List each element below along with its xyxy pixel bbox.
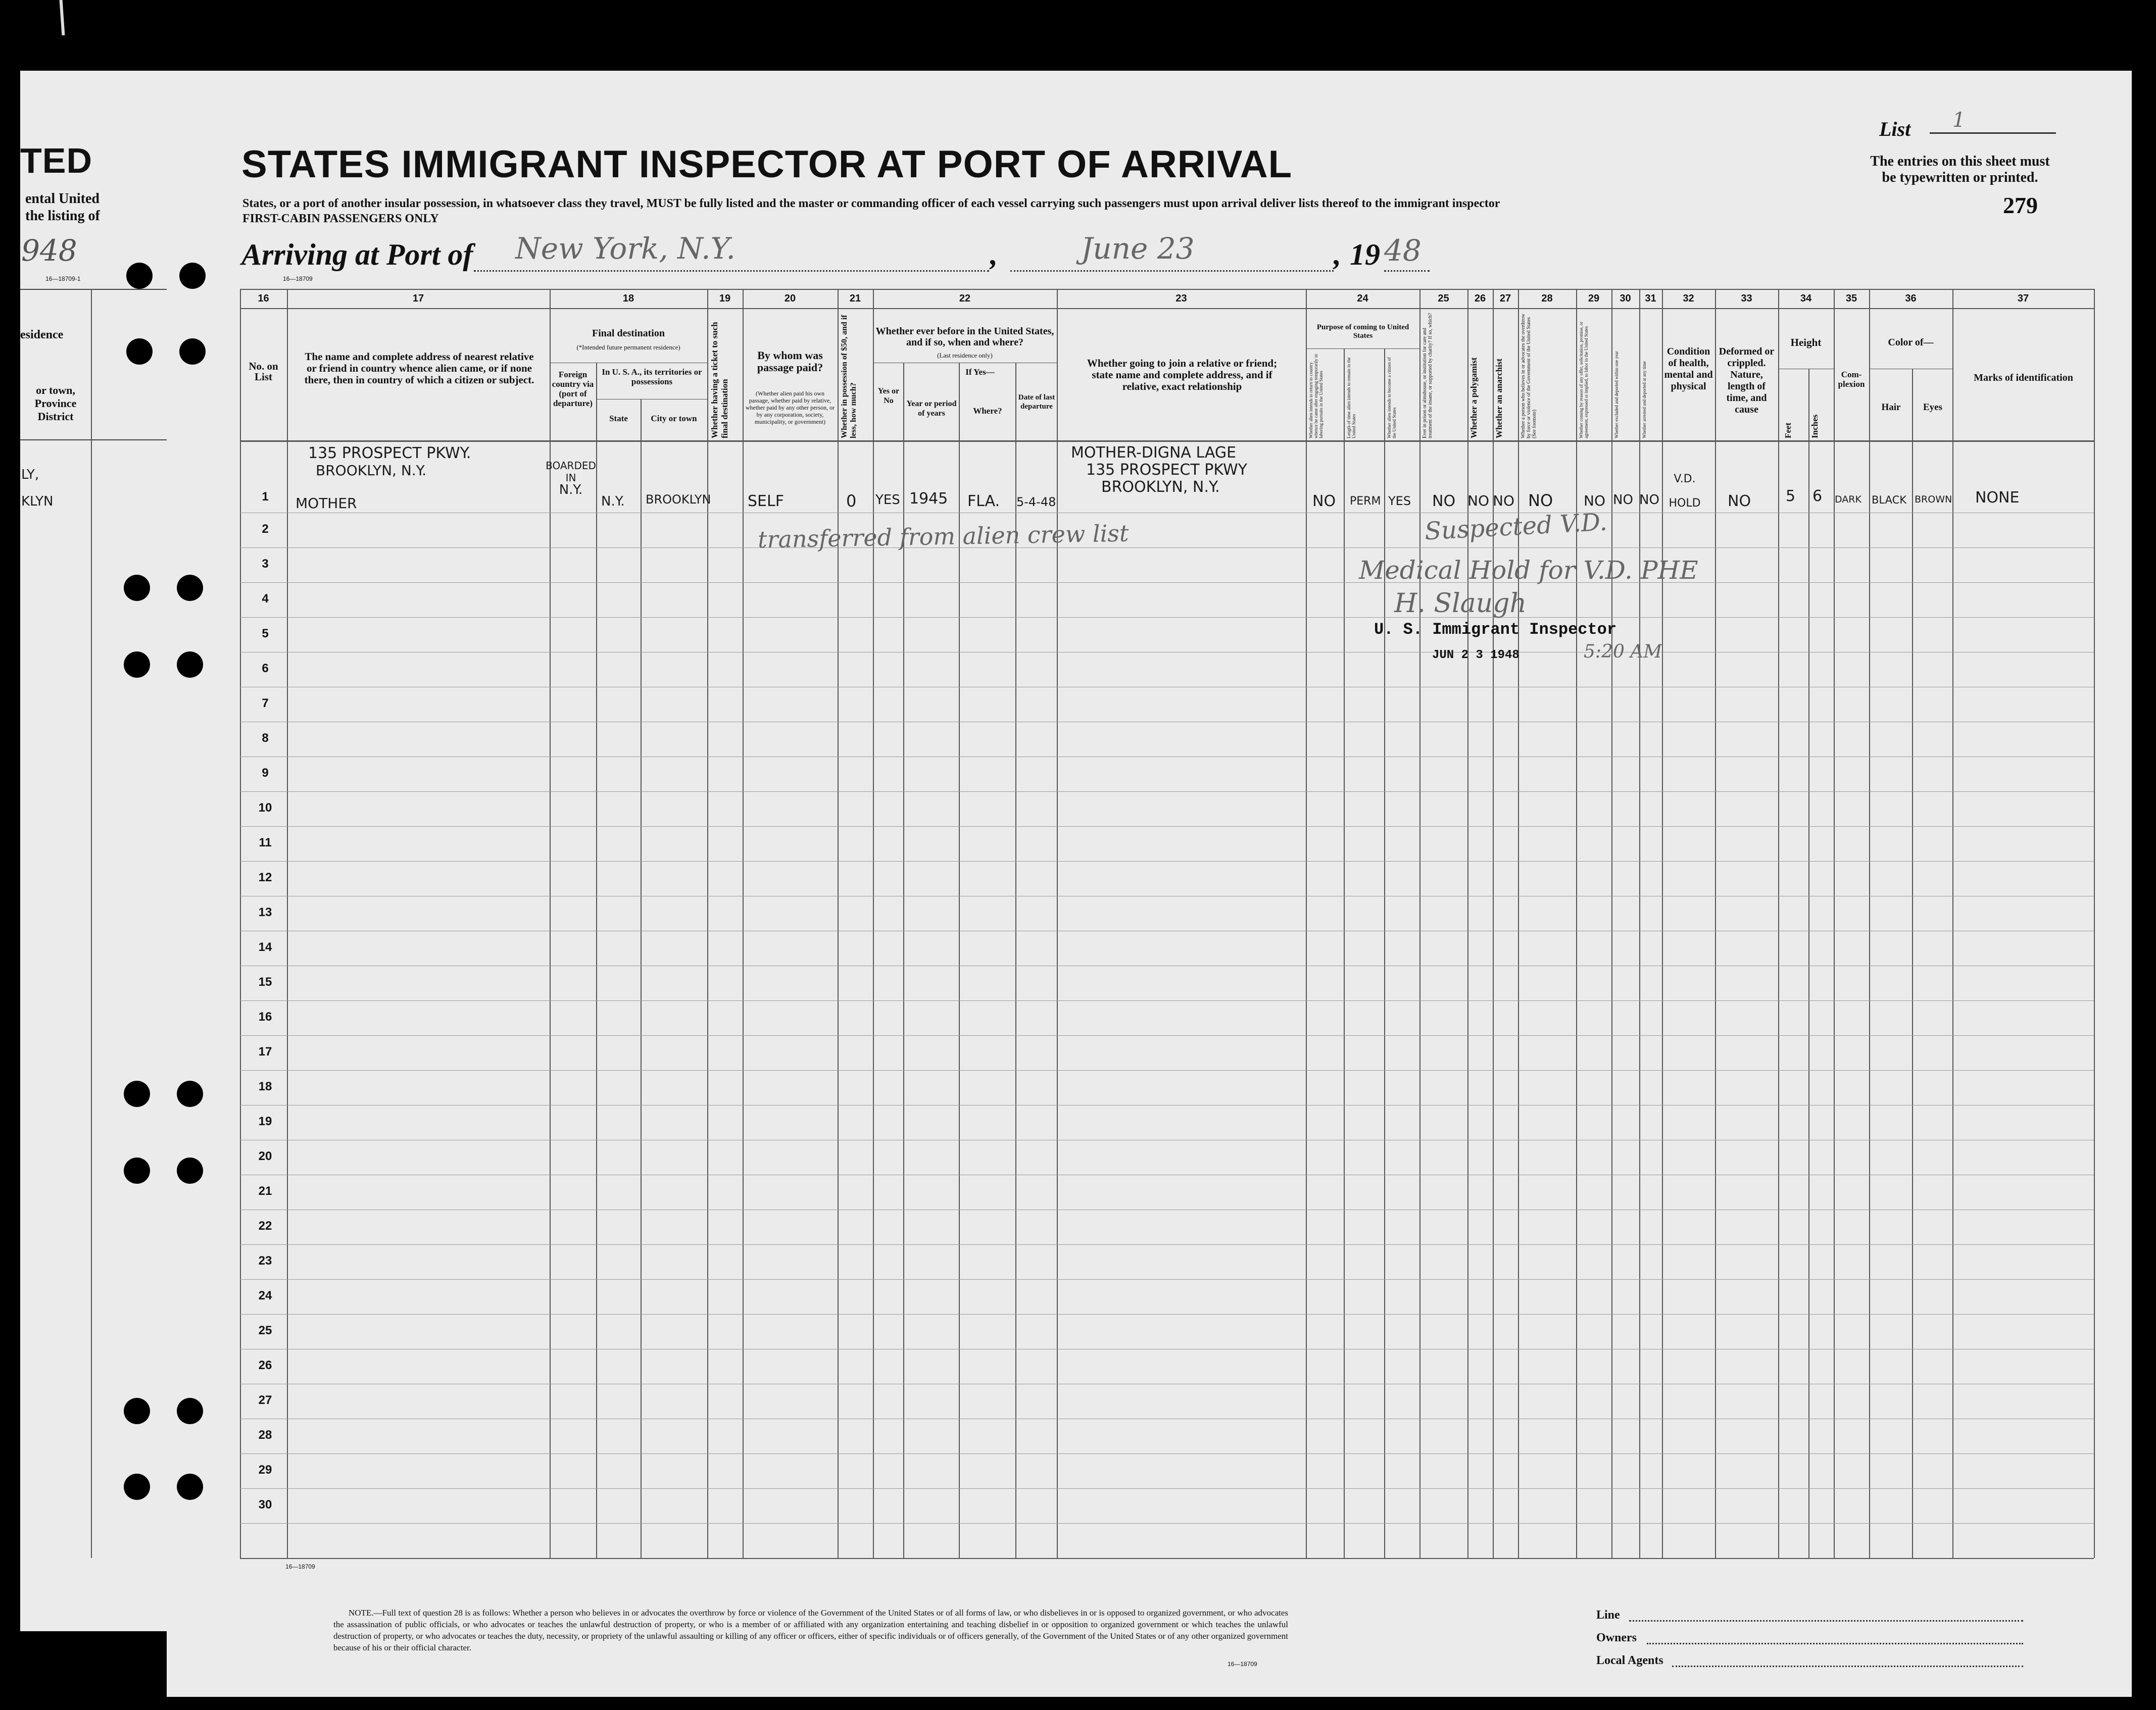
suspected-note: Suspected V.D. bbox=[1424, 508, 1608, 546]
col24-title: Purpose of coming to United States bbox=[1316, 323, 1409, 340]
col-number: 19 bbox=[719, 293, 731, 304]
col36-title: Color of— bbox=[1888, 337, 1934, 348]
punch-hole bbox=[124, 1158, 150, 1184]
col-rule bbox=[707, 289, 708, 1558]
col-number: 21 bbox=[849, 293, 861, 304]
sheet-number: 279 bbox=[2003, 192, 2038, 218]
entry-c24-b: PERM bbox=[1350, 495, 1381, 508]
punch-hole bbox=[124, 1081, 150, 1107]
table-header-rule bbox=[240, 440, 2094, 442]
col-rule bbox=[1384, 348, 1385, 1558]
row-number: 25 bbox=[258, 1324, 272, 1337]
entry-c36-eyes: BROWN bbox=[1915, 494, 1952, 505]
entry-c17-address-2: BROOKLYN, N.Y. bbox=[316, 462, 427, 479]
col18-title: Final destination bbox=[592, 328, 665, 339]
col-rule bbox=[873, 289, 874, 1558]
col-rule bbox=[596, 363, 597, 1558]
row-number: 9 bbox=[262, 766, 269, 780]
entry-c18-foreign-line: BOARDED bbox=[546, 460, 596, 472]
col37-header: Marks of identification bbox=[1974, 372, 2073, 383]
footer-code-bottom: 16—18709 bbox=[1228, 1661, 1257, 1668]
table-bottom-rule bbox=[240, 1558, 2094, 1559]
col18-note: (*Intended future permanent residence) bbox=[576, 343, 680, 351]
punch-hole bbox=[124, 651, 150, 678]
row-number: 19 bbox=[258, 1115, 272, 1128]
port-field-line bbox=[474, 270, 989, 272]
left-line-1: ental United bbox=[25, 191, 100, 207]
col-rule bbox=[1834, 289, 1835, 1558]
entry-c18-foreign-line: N.Y. bbox=[559, 482, 583, 497]
row-number: 12 bbox=[258, 871, 272, 884]
col34-inches: Inches bbox=[1810, 414, 1820, 438]
col35-header: Com-plexion bbox=[1838, 370, 1865, 389]
col22-title: Whether ever before in the United States, and if so, when and where? bbox=[875, 326, 1054, 348]
scan-border bbox=[0, 0, 20, 1710]
col17-header: The name and complete address of nearest relative or friend in country whence alien came, or if none there, then in country of which a citizen or subject. bbox=[304, 350, 534, 386]
entry-c20: SELF bbox=[748, 492, 784, 510]
entry-c34-feet: 5 bbox=[1786, 487, 1796, 505]
row-number: 10 bbox=[258, 801, 272, 815]
entry-c33: NO bbox=[1728, 492, 1751, 510]
subhead-rule bbox=[1306, 348, 1419, 349]
col22-note: (Last residence only) bbox=[937, 351, 993, 359]
entry-c22-yesno: YES bbox=[875, 492, 900, 508]
entry-c32-line: HOLD bbox=[1669, 497, 1701, 510]
row-number: 29 bbox=[258, 1463, 272, 1477]
row-rule bbox=[240, 1488, 2094, 1489]
medical-hold-note: Medical Hold for V.D. PHE bbox=[1359, 556, 1698, 585]
entry-c37: NONE bbox=[1975, 489, 2020, 507]
col32-header: Condition of health, mental and physical bbox=[1664, 346, 1713, 392]
paper-strip bbox=[60, 0, 65, 35]
row-number: 27 bbox=[258, 1393, 272, 1407]
col-number: 32 bbox=[1683, 293, 1694, 304]
col-rule bbox=[1344, 348, 1345, 1558]
col-rule bbox=[1869, 289, 1870, 1558]
col31-header: Whether arrested and deported at any time bbox=[1642, 361, 1647, 438]
col-rule bbox=[1518, 289, 1519, 1558]
col-rule bbox=[1467, 289, 1468, 1558]
row-rule bbox=[240, 1453, 2094, 1454]
col25-header: Ever in prison or almshouse, or institution for care and treatment of the insane, or supported by charity? If so, which? bbox=[1422, 313, 1433, 438]
entry-c17-address-1: 135 PROSPECT PKWY. bbox=[308, 444, 471, 462]
row-number: 1 bbox=[262, 490, 269, 504]
col-rule bbox=[1493, 289, 1494, 1558]
entry-c34-inches: 6 bbox=[1812, 487, 1823, 505]
row-rule bbox=[240, 826, 2094, 827]
row-number: 17 bbox=[258, 1045, 272, 1059]
subtitle: States, or a port of another insular possession, in whatsoever class they travel, MUST be fully listed and the master or commanding officer of each vessel carrying such passengers must upon arrival deliver lists thereof to the immigrant inspector bbox=[242, 197, 1500, 210]
col-number: 33 bbox=[1741, 293, 1752, 304]
entry-c23-line: 135 PROSPECT PKWY bbox=[1086, 461, 1247, 479]
left-row1-hand-2: KLYN bbox=[21, 494, 54, 509]
entry-c29: NO bbox=[1584, 492, 1605, 509]
table-top-rule bbox=[240, 289, 2094, 290]
footer-code-top: 16—18709 bbox=[285, 1563, 315, 1570]
entry-c23-line: MOTHER-DIGNA LAGE bbox=[1071, 444, 1237, 462]
col22-date: Date of last departure bbox=[1018, 393, 1055, 411]
left-residence-line: or town, bbox=[36, 384, 75, 396]
row-rule bbox=[240, 1244, 2094, 1245]
punch-hole bbox=[124, 1398, 150, 1424]
left-code: 16—18709-1 bbox=[45, 275, 81, 282]
port-value: New York, N.Y. bbox=[515, 231, 736, 266]
col-number: 16 bbox=[258, 293, 269, 304]
col30-header: Whether excluded and deported within one year bbox=[1614, 351, 1619, 438]
col20-header: By whom was passage paid? bbox=[757, 349, 823, 374]
col29-header: Whether coming by reason of any offer, solicitation, promise, or agreement, expressed or implied, to labor in the United States bbox=[1579, 321, 1589, 438]
punch-hole bbox=[177, 575, 203, 601]
col-rule bbox=[1715, 289, 1716, 1558]
list-label: List bbox=[1879, 118, 1911, 140]
col-number: 30 bbox=[1620, 293, 1631, 304]
line-label: Line bbox=[1596, 1608, 1620, 1622]
col-number: 37 bbox=[2017, 293, 2029, 304]
col33-header: Deformed or crippled. Nature, length of time, and cause bbox=[1719, 346, 1775, 415]
col-number: 28 bbox=[1541, 293, 1553, 304]
left-rule-header bbox=[20, 439, 167, 440]
row-rule bbox=[240, 1314, 2094, 1315]
row-rule bbox=[240, 547, 2094, 548]
owners-label: Owners bbox=[1596, 1631, 1637, 1644]
col-rule bbox=[743, 289, 744, 1558]
col21-header: Whether in possession of $50, and if less, how much? bbox=[840, 315, 858, 438]
col26-header: Whether a polygamist bbox=[1469, 357, 1479, 438]
entry-c18-foreign bbox=[546, 460, 596, 496]
punch-hole bbox=[179, 263, 206, 289]
entry-c18-state: N.Y. bbox=[601, 494, 625, 509]
entry-c21: 0 bbox=[846, 491, 857, 511]
col-number: 35 bbox=[1845, 293, 1857, 304]
row-number: 28 bbox=[258, 1428, 272, 1442]
row-number: 15 bbox=[258, 975, 272, 989]
list-number: 1 bbox=[1952, 109, 1966, 132]
comma: , bbox=[1334, 238, 1341, 271]
col-rule bbox=[838, 289, 839, 1558]
col-number: 20 bbox=[784, 293, 796, 304]
entry-c17-relation: MOTHER bbox=[296, 495, 357, 512]
row-number: 2 bbox=[262, 522, 269, 536]
year-suffix: 48 bbox=[1384, 233, 1422, 268]
row-number: 11 bbox=[259, 836, 272, 849]
entry-c24-c: YES bbox=[1388, 494, 1411, 508]
punch-hole bbox=[177, 651, 203, 678]
main-page bbox=[167, 71, 2132, 1697]
row-number: 24 bbox=[258, 1289, 272, 1302]
entry-c28: NO bbox=[1528, 491, 1553, 510]
entry-c18-foreign-line: IN bbox=[565, 472, 576, 484]
arriving-label: Arriving at Port of bbox=[241, 238, 473, 271]
row-number: 26 bbox=[258, 1359, 272, 1372]
col18-usa: In U. S. A., its territories or possessions bbox=[602, 367, 702, 386]
year-field-line bbox=[1384, 270, 1430, 272]
entry-c22-date: 5-4-48 bbox=[1016, 495, 1056, 509]
left-page-fragment bbox=[20, 71, 167, 1631]
instructions-note bbox=[1831, 154, 2089, 186]
col-number: 24 bbox=[1357, 293, 1368, 304]
row-rule bbox=[240, 1035, 2094, 1036]
table-colnum-rule bbox=[240, 308, 2094, 309]
col-rule bbox=[1576, 289, 1577, 1558]
entry-c26: NO bbox=[1467, 492, 1489, 509]
col-rule bbox=[1952, 289, 1953, 1558]
left-rule-top bbox=[20, 289, 167, 290]
date-field-line bbox=[1010, 270, 1334, 272]
row-rule bbox=[240, 617, 2094, 618]
col16-header: No. on List bbox=[249, 360, 278, 383]
col-rule bbox=[1778, 289, 1779, 1558]
row-number: 3 bbox=[262, 557, 269, 571]
col-rule bbox=[1611, 289, 1612, 1558]
owners-field bbox=[1647, 1643, 2023, 1644]
page-title: STATES IMMIGRANT INSPECTOR AT PORT OF ARRIVAL bbox=[241, 143, 1293, 186]
date-value: June 23 bbox=[1081, 231, 1195, 266]
line-field bbox=[1629, 1620, 2023, 1622]
punch-hole bbox=[177, 1474, 203, 1500]
col18-city: City or town bbox=[651, 414, 697, 423]
col-rule bbox=[1057, 289, 1058, 1558]
col18-state: State bbox=[609, 414, 628, 423]
col18-foreign: Foreign country via (port of departure) bbox=[552, 370, 594, 408]
punch-hole bbox=[124, 1474, 150, 1500]
col-number: 25 bbox=[1438, 293, 1449, 304]
col-number: 34 bbox=[1800, 293, 1812, 304]
col-rule bbox=[2094, 289, 2095, 1558]
col24-a-header: Whether alien intends to return to country whence he came after engaging temporarily in laboring pursuits in the United States bbox=[1308, 354, 1324, 438]
col36-eyes: Eyes bbox=[1923, 402, 1942, 413]
col27-header: Whether an anarchist bbox=[1494, 358, 1504, 438]
row-rule bbox=[240, 791, 2094, 792]
row-number: 16 bbox=[258, 1010, 272, 1024]
year-prefix: 19 bbox=[1350, 238, 1380, 271]
col-number: 22 bbox=[959, 293, 971, 304]
row-number: 5 bbox=[262, 627, 269, 640]
left-title-fragment: TED bbox=[20, 141, 92, 180]
left-residence-label: esidence bbox=[20, 328, 64, 341]
form-code: 16—18709 bbox=[283, 275, 313, 282]
row-number: 30 bbox=[258, 1498, 272, 1512]
row-number: 4 bbox=[262, 592, 269, 606]
col22-where: Where? bbox=[973, 406, 1002, 416]
left-year-prefix: 948 bbox=[21, 233, 77, 268]
instructions-line: The entries on this sheet must bbox=[1870, 154, 2050, 169]
transferred-note: transferred from alien crew list bbox=[757, 519, 1129, 554]
punch-hole bbox=[179, 338, 206, 365]
left-rule-vertical bbox=[91, 289, 92, 1558]
entry-c25: NO bbox=[1432, 492, 1456, 510]
entry-c22-year: 1945 bbox=[909, 490, 948, 508]
row-number: 22 bbox=[258, 1219, 272, 1233]
left-residence-line: District bbox=[37, 410, 74, 423]
subtitle-first-cabin: FIRST-CABIN PASSENGERS ONLY bbox=[242, 212, 439, 225]
entry-c32-line: V.D. bbox=[1674, 473, 1696, 485]
col34-feet: Feet bbox=[1783, 422, 1793, 438]
col22-year: Year or period of years bbox=[906, 399, 957, 418]
agents-label: Local Agents bbox=[1596, 1654, 1663, 1667]
col-number: 31 bbox=[1645, 293, 1656, 304]
punch-hole bbox=[177, 1081, 203, 1107]
col-rule bbox=[1639, 289, 1640, 1558]
row-number: 8 bbox=[262, 731, 269, 745]
entry-c27: NO bbox=[1493, 492, 1514, 509]
time-note: 5:20 AM bbox=[1584, 641, 1662, 662]
row-number: 23 bbox=[258, 1254, 272, 1268]
entry-c35: DARK bbox=[1835, 494, 1861, 505]
col23-header: Whether going to join a relative or friend; state name and complete address, and if relative, exact relationship bbox=[1087, 357, 1278, 392]
entry-c30: NO bbox=[1613, 492, 1633, 508]
row-rule bbox=[240, 861, 2094, 862]
entry-c36-hair: BLACK bbox=[1872, 494, 1907, 506]
inspector-stamp-date: JUN 2 3 1948 bbox=[1432, 648, 1520, 662]
row-number: 21 bbox=[258, 1184, 272, 1198]
entry-c23 bbox=[1071, 444, 1247, 496]
row-number: 14 bbox=[258, 940, 272, 954]
col-number: 23 bbox=[1175, 293, 1187, 304]
col-number: 18 bbox=[622, 293, 634, 304]
agents-field bbox=[1672, 1666, 2023, 1667]
col20-note: (Whether alien paid his own passage, whether paid by relative, whether paid by any other person, or by any corporation, society, municipality, or government) bbox=[745, 390, 835, 425]
instructions-line: be typewritten or printed. bbox=[1882, 170, 2038, 185]
col-number: 36 bbox=[1905, 293, 1917, 304]
row-number: 20 bbox=[258, 1149, 272, 1163]
col28-header: Whether a person who believes in or advocates the overthrow by force or violence of the Government of the United States (See footnote) bbox=[1521, 314, 1537, 438]
col22-ifyes: If Yes— bbox=[965, 367, 995, 377]
row-number: 13 bbox=[258, 906, 272, 919]
row-rule bbox=[240, 1070, 2094, 1071]
row-rule bbox=[240, 582, 2094, 583]
row-number: 6 bbox=[262, 662, 269, 675]
punch-hole bbox=[177, 1158, 203, 1184]
left-row1-hand-1: LY, bbox=[21, 467, 39, 482]
row-rule bbox=[240, 1279, 2094, 1280]
inspector-stamp: U. S. Immigrant Inspector bbox=[1374, 620, 1617, 639]
col24-c-header: Whether alien intends to become a citizen of the United States bbox=[1387, 357, 1397, 438]
left-year-fragment bbox=[21, 233, 77, 268]
col-number: 26 bbox=[1474, 293, 1486, 304]
list-underline bbox=[1930, 132, 2056, 134]
col24-b-header: Length of time alien intends to remain in the United States bbox=[1346, 357, 1356, 438]
row-number: 18 bbox=[258, 1080, 272, 1093]
punch-hole bbox=[126, 263, 153, 289]
col22-yesno: Yes or No bbox=[877, 387, 900, 405]
col-number: 27 bbox=[1499, 293, 1511, 304]
row-number: 7 bbox=[262, 696, 269, 710]
col-rule bbox=[1419, 289, 1420, 1558]
col19-header: Whether having a ticket to such final destination bbox=[710, 322, 729, 438]
left-residence-line: Province bbox=[34, 397, 77, 410]
entry-c22-where: FLA. bbox=[967, 492, 1000, 510]
punch-hole bbox=[126, 338, 153, 365]
entry-c18-city: BROOKLYN bbox=[646, 492, 711, 507]
row-rule bbox=[240, 1523, 2094, 1524]
col-number: 17 bbox=[412, 293, 424, 304]
col-rule bbox=[1662, 289, 1663, 1558]
left-line-2: the listing of bbox=[25, 208, 100, 224]
col-rule bbox=[1306, 289, 1307, 1558]
entry-c23-line: BROOKLYN, N.Y. bbox=[1101, 478, 1220, 496]
punch-hole bbox=[177, 1398, 203, 1424]
comma: , bbox=[990, 238, 998, 271]
inspector-signature: H. Slaugh bbox=[1394, 588, 1527, 619]
row-rule bbox=[240, 1000, 2094, 1001]
left-residence-lines bbox=[23, 384, 88, 423]
footnote: NOTE.—Full text of question 28 is as follows: Whether a person who believes in or advocates the overthrow by force or violence of the Government of the United States or of all forms of law, or who disbelieves in or is opposed to organized government, or who advocates the assassination of public officials, or who advocates or teaches the unlawful destruction of property, or who is a member of or affiliated with any organization entertaining and teaching disbelief in or opposition to organized government or which teaches the unlawful destruction of property, or who advocates or teaches the duty, necessity, or propriety of the unlawful assaulting or killing of any officer or officers, either of specific individuals or of officers generally, of the Government of the United States or of any other organized government because of his or their official character. bbox=[333, 1608, 1288, 1652]
col36-hair: Hair bbox=[1881, 402, 1901, 413]
col34-title: Height bbox=[1790, 336, 1822, 348]
col-number: 29 bbox=[1588, 293, 1600, 304]
punch-hole bbox=[124, 575, 150, 601]
entry-c31: NO bbox=[1639, 492, 1659, 508]
entry-c24-a: NO bbox=[1312, 492, 1336, 510]
entry-c32 bbox=[1664, 467, 1705, 516]
